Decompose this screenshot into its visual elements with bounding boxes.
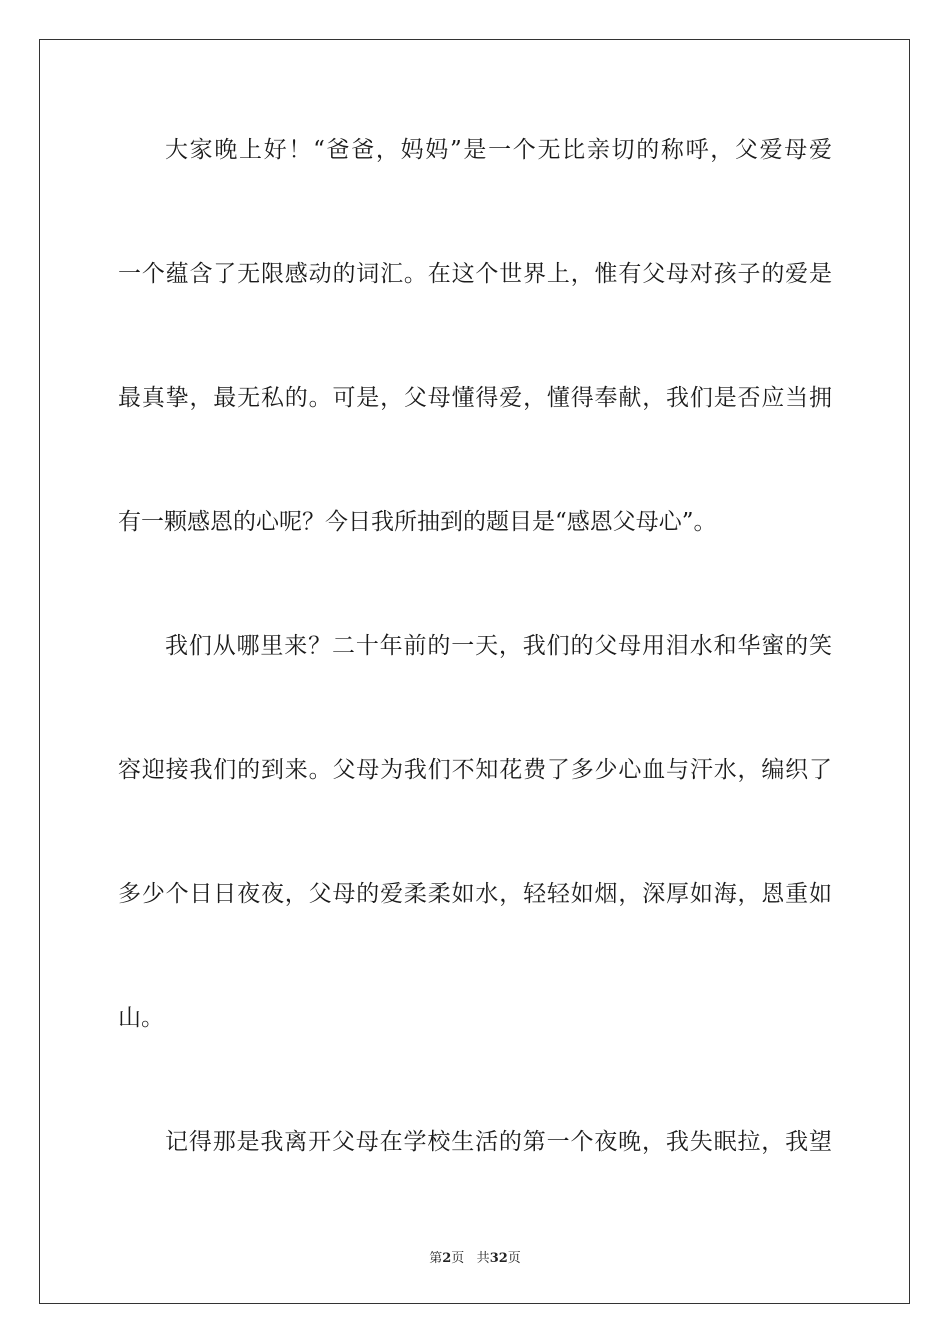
total-pages: 32	[489, 1251, 508, 1266]
page-label-prefix: 第	[429, 1251, 443, 1266]
paragraph-2-line-2: 容迎接我们的到来。父母为我们不知花费了多少心血与汗水，编织了	[118, 757, 832, 783]
total-label-prefix: 共	[476, 1251, 490, 1266]
paragraph-3-line-1: 记得那是我离开父母在学校生活的第一个夜晚，我失眠拉，我望	[165, 1129, 832, 1155]
page-label-suffix: 页	[451, 1251, 465, 1266]
paragraph-2-line-4: 山。	[118, 1005, 164, 1031]
page-footer	[0, 1247, 950, 1266]
paragraph-1-line-2: 一个蕴含了无限感动的词汇。在这个世界上，惟有父母对孩子的爱是	[118, 261, 832, 287]
paragraph-1-line-3: 最真挚，最无私的。可是，父母懂得爱，懂得奉献，我们是否应当拥	[118, 385, 832, 411]
paragraph-1-line-4: 有一颗感恩的心呢？今日我所抽到的题目是“感恩父母心”。	[118, 509, 717, 535]
paragraph-1-line-1: 大家晚上好！“爸爸，妈妈”是一个无比亲切的称呼，父爱母爱	[165, 137, 832, 163]
page-number: 2	[442, 1251, 452, 1266]
page-border	[39, 39, 910, 1304]
paragraph-2-line-3: 多少个日日夜夜，父母的爱柔柔如水，轻轻如烟，深厚如海，恩重如	[118, 881, 832, 907]
paragraph-2-line-1: 我们从哪里来？二十年前的一天，我们的父母用泪水和华蜜的笑	[165, 633, 832, 659]
total-label-suffix: 页	[507, 1251, 521, 1266]
